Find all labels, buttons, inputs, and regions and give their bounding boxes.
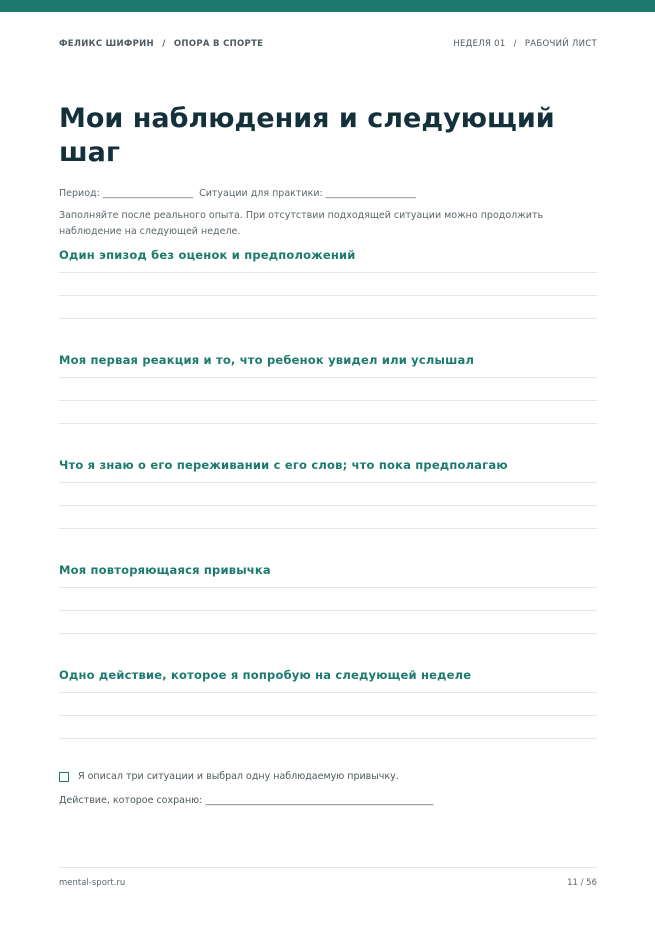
period-blank[interactable]: ___________________ (102, 188, 194, 199)
writing-line[interactable] (59, 400, 597, 401)
writing-line[interactable] (59, 505, 597, 506)
section-title: Моя первая реакция и то, что ребенок увидел или услышал (59, 353, 475, 367)
footer-site: mental-sport.ru (59, 878, 126, 888)
checklist-item[interactable] (59, 771, 399, 782)
section-child-experience (59, 457, 597, 529)
writing-line[interactable] (59, 715, 597, 716)
situations-blank[interactable]: ___________________ (325, 188, 416, 199)
section-next-action (59, 667, 597, 739)
author-name: ФЕЛИКС ШИФРИН (59, 39, 154, 49)
section-title: Одно действие, которое я попробую на следующей неделе (59, 668, 472, 682)
footer-divider (59, 867, 597, 868)
checklist-label: Я описал три ситуации и выбрал одну наблюдаемую привычку. (78, 771, 399, 782)
writing-line[interactable] (59, 482, 597, 483)
section-title: Что я знаю о его переживании с его слов; что пока предполагаю (59, 458, 508, 472)
period-label: Период: (59, 188, 100, 199)
page-footer (59, 878, 597, 888)
section-title: Моя повторяющаяся привычка (59, 563, 271, 577)
section-habit (59, 562, 597, 634)
writing-line[interactable] (59, 633, 597, 634)
section-title: Один эпизод без оценок и предположений (59, 248, 356, 262)
running-header (59, 39, 597, 49)
section-episode (59, 247, 597, 319)
action-line (59, 795, 433, 806)
header-left (59, 39, 263, 49)
header-separator: / (162, 39, 166, 49)
top-accent-bar (0, 0, 655, 12)
writing-line[interactable] (59, 377, 597, 378)
writing-line[interactable] (59, 295, 597, 296)
checkbox[interactable] (59, 772, 69, 782)
action-label: Действие, которое сохраню: (59, 795, 203, 806)
course-name: ОПОРА В СПОРТЕ (173, 39, 264, 49)
instruction-note: Заполняйте после реального опыта. При отсутствии подходящей ситуации можно продолжить наблюдение на следующей неделе. (59, 210, 544, 237)
header-separator: / (513, 39, 517, 49)
meta-line (59, 188, 416, 199)
action-blank[interactable]: ________________________________________________ (205, 795, 434, 806)
section-first-reaction (59, 352, 597, 424)
sheet-label: РАБОЧИЙ ЛИСТ (524, 39, 597, 49)
writing-line[interactable] (59, 587, 597, 588)
writing-line[interactable] (59, 738, 597, 739)
page-title: Мои наблюдения и следующий шаг (59, 103, 555, 168)
writing-line[interactable] (59, 692, 597, 693)
writing-line[interactable] (59, 318, 597, 319)
writing-line[interactable] (59, 272, 597, 273)
writing-line[interactable] (59, 528, 597, 529)
writing-line[interactable] (59, 423, 597, 424)
situations-label: Ситуации для практики: (199, 188, 323, 199)
header-right (453, 39, 597, 49)
writing-line[interactable] (59, 610, 597, 611)
week-label: НЕДЕЛЯ 01 (453, 39, 506, 49)
page-number: 11 / 56 (567, 878, 597, 888)
